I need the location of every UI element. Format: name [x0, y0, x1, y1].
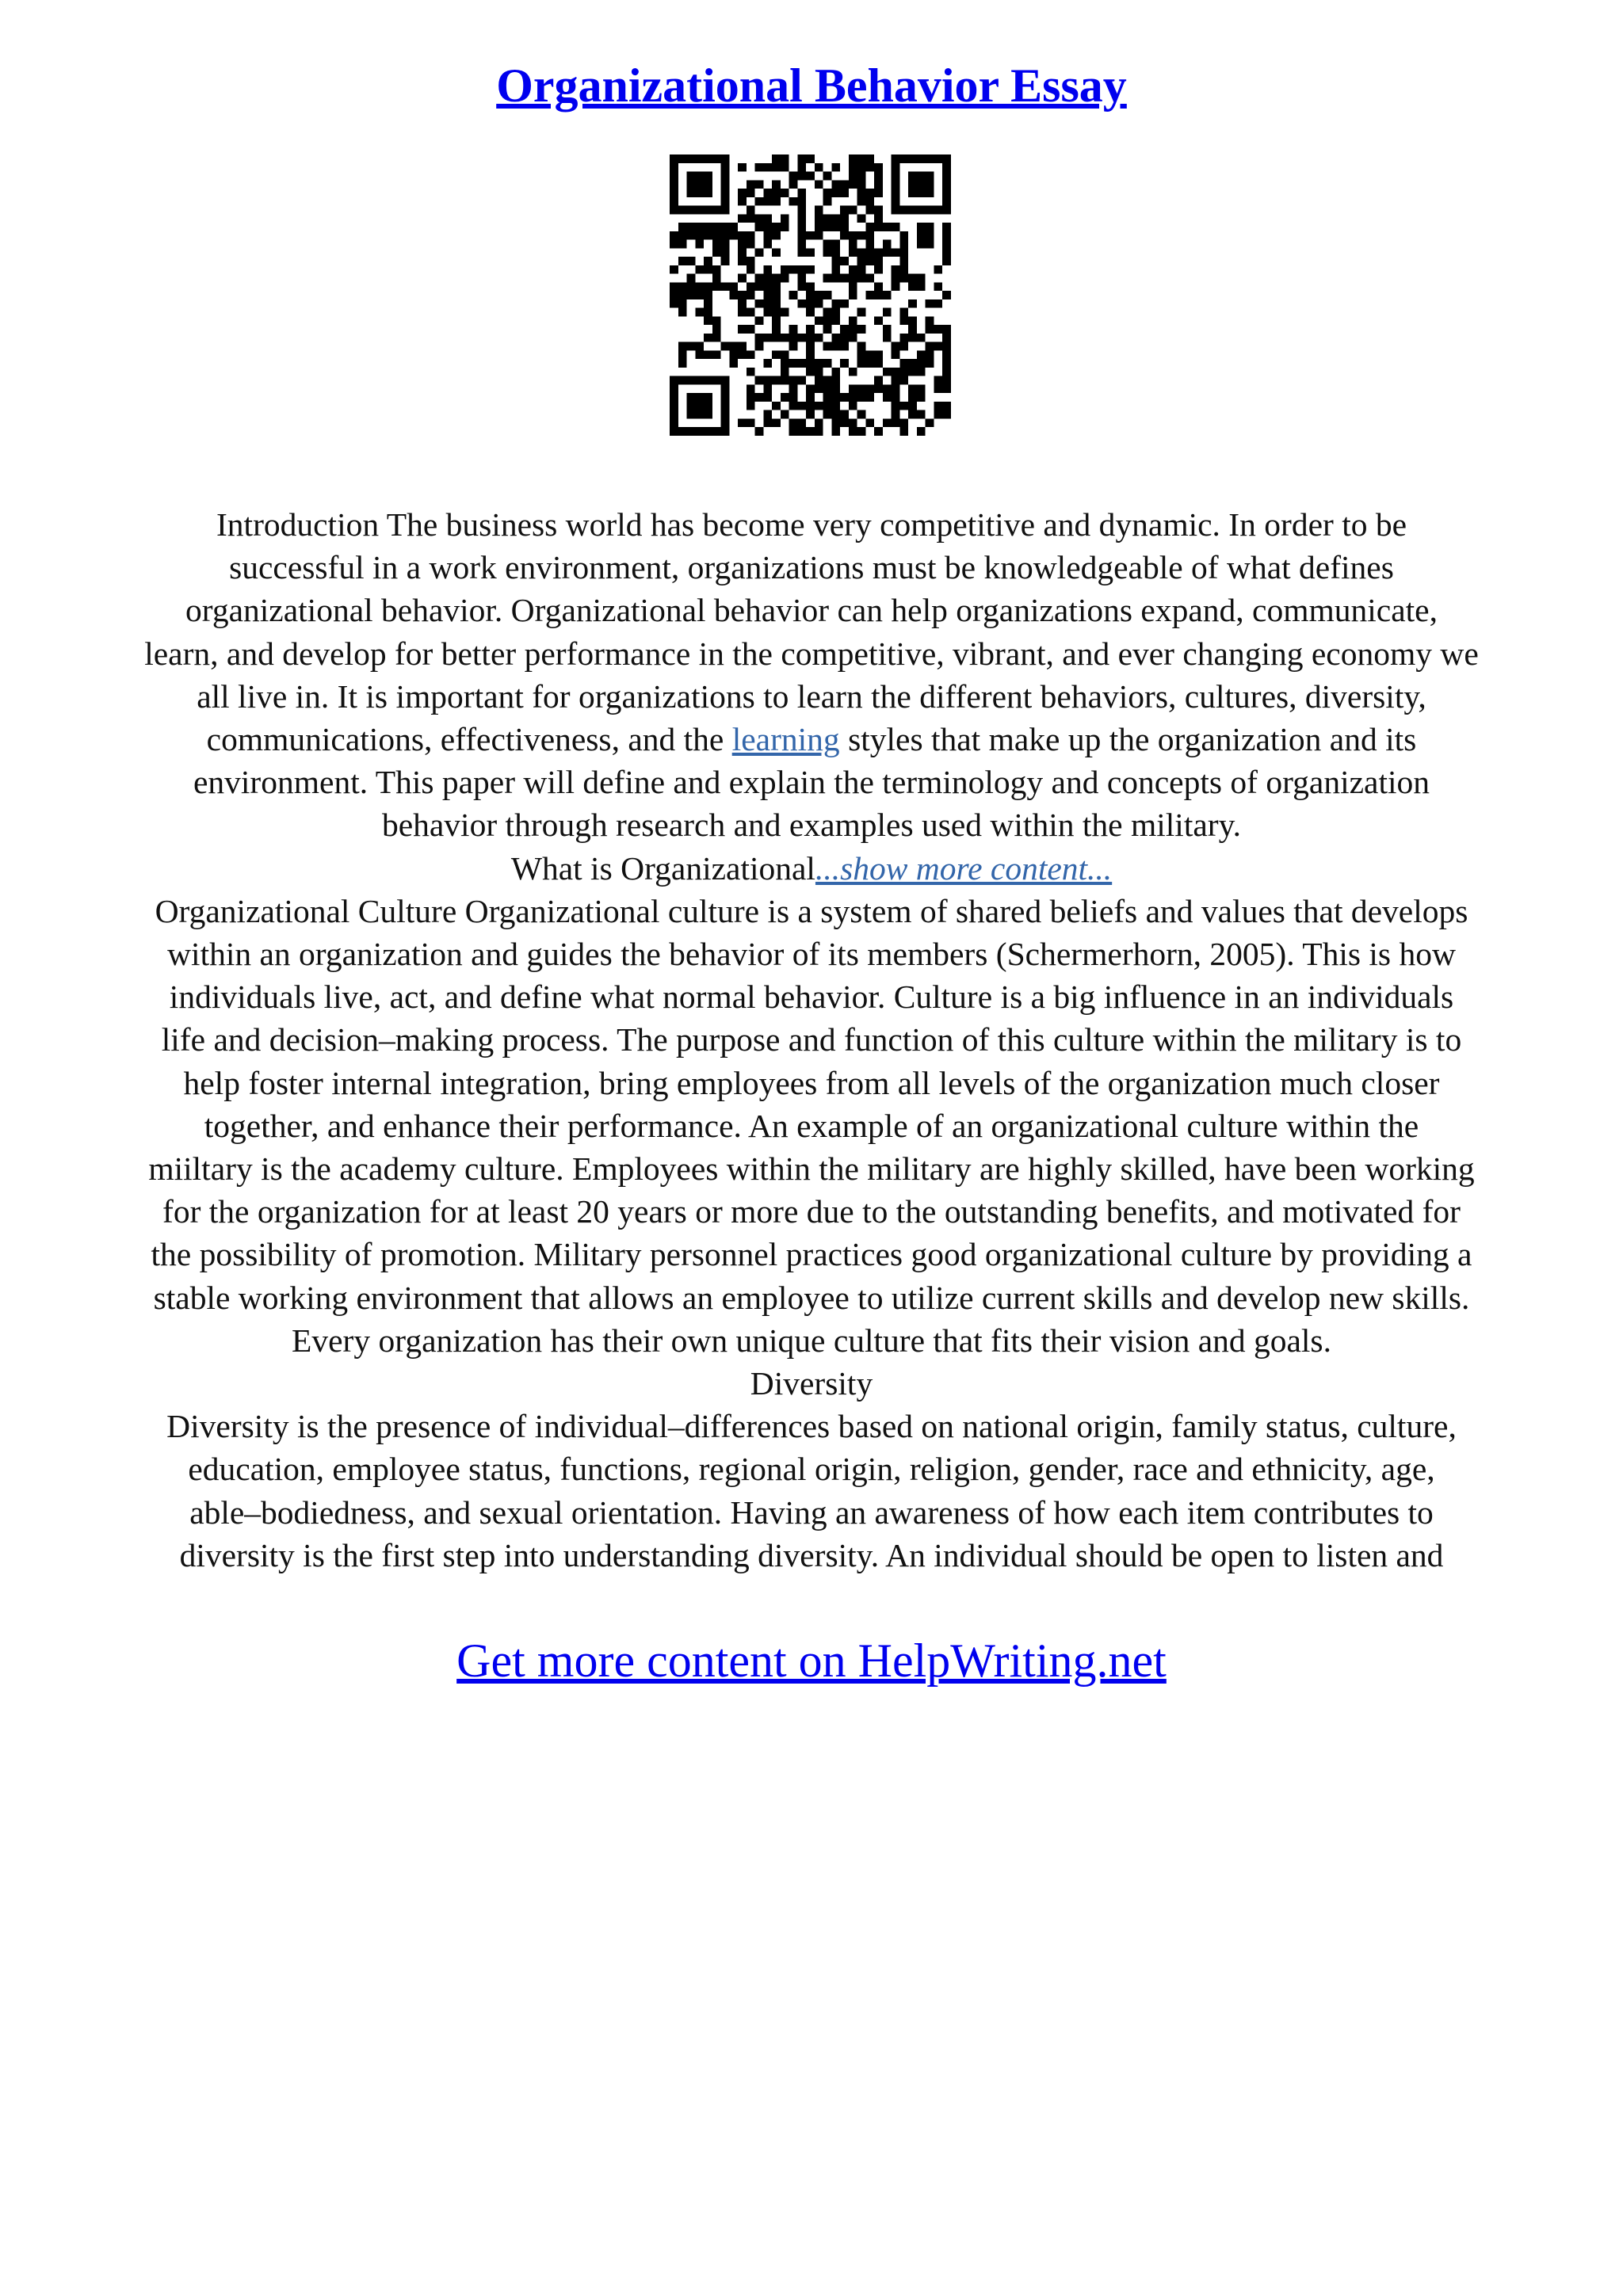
text-line: Organizational Culture Organizational culture is a system of shared beliefs and values that develops: [155, 892, 1468, 929]
text-line: behavior through research and examples used within the military.: [381, 807, 1242, 844]
text-line: the possibility of promotion. Military personnel practices good organizational culture by providing a: [151, 1236, 1472, 1273]
learning-link[interactable]: learning: [731, 721, 840, 758]
text-line: environment. This paper will define and explain the terminology and concepts of organization: [193, 764, 1430, 801]
text-line: Diversity is the presence of individual–differences based on national origin, family status, culture,: [166, 1408, 1457, 1445]
show-more-content-link[interactable]: ...show more content...: [815, 849, 1113, 887]
text-line: all live in. It is important for organizations to learn the different behaviors, cultures, diversity,: [197, 677, 1426, 715]
text-line: help foster internal integration, bring employees from all levels of the organization much closer: [183, 1064, 1440, 1101]
document-title-link[interactable]: Organizational Behavior Essay: [496, 59, 1127, 112]
text-line: for the organization for at least 20 years or more due to the outstanding benefits, and motivated for: [162, 1193, 1461, 1230]
text-fragment: communications, effectiveness, and the: [206, 721, 732, 758]
text-line: life and decision–making process. The purpose and function of this culture within the military is to: [161, 1021, 1462, 1058]
text-line: [55, 718, 1568, 761]
text-line: Introduction The business world has become very competitive and dynamic. In order to be: [216, 506, 1407, 543]
section-heading-diversity: Diversity: [750, 1365, 873, 1402]
text-line: successful in a work environment, organizations must be knowledgeable of what defines: [229, 549, 1394, 586]
text-line: together, and enhance their performance. An example of an organizational culture within the: [204, 1107, 1419, 1144]
text-line: diversity is the first step into understanding diversity. An individual should be open to listen and: [179, 1536, 1444, 1573]
text-fragment: styles that make up the organization and its: [839, 721, 1417, 758]
text-line: within an organization and guides the behavior of its members (Schermerhorn, 2005). This is how: [167, 936, 1456, 973]
essay-body: [55, 503, 1568, 1577]
text-line: [55, 847, 1568, 890]
text-line: organizational behavior. Organizational behavior can help organizations expand, communicate,: [185, 592, 1438, 629]
text-line: Every organization has their own unique culture that fits their vision and goals.: [292, 1322, 1331, 1359]
section-lead: What is Organizational: [510, 849, 815, 887]
text-line: miiltary is the academy culture. Employees within the military are highly skilled, have been working: [148, 1150, 1475, 1188]
get-more-content-link[interactable]: Get more content on HelpWriting.net: [456, 1634, 1167, 1687]
text-line: able–bodiedness, and sexual orientation. Having an awareness of how each item contributes to: [189, 1493, 1434, 1531]
text-line: individuals live, act, and define what normal behavior. Culture is a big influence in an individuals: [169, 978, 1454, 1016]
text-line: education, employee status, functions, regional origin, religion, gender, race and ethnicity, age,: [188, 1451, 1435, 1488]
qr-code-icon: [670, 154, 951, 436]
text-line: stable working environment that allows an employee to utilize current skills and develop new skills.: [153, 1279, 1470, 1316]
text-line: learn, and develop for better performance in the competitive, vibrant, and ever changing economy we: [144, 635, 1479, 672]
